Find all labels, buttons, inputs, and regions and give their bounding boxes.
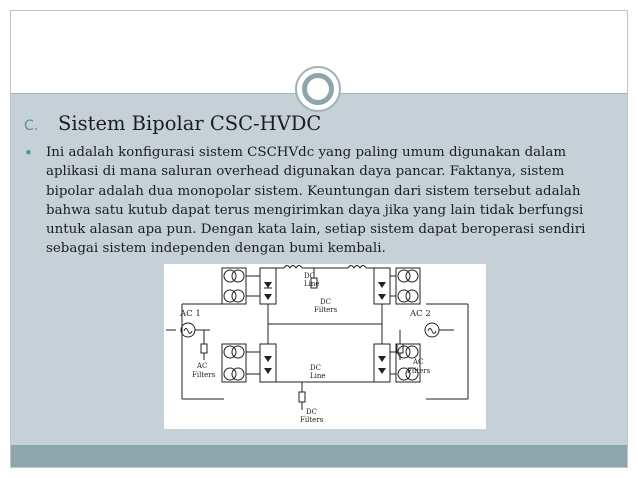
label-dc-line-bottom-1: DC [310, 364, 321, 372]
bullet-text: Ini adalah konfigurasi sistem CSCHVdc yang paling umum digunakan dalam aplikasi di mana saluran overhead digunakan daya pancar. Faktanya, sistem bipolar adalah dua monopolar sistem. Keuntungan dari sistem tersebut adalah bahwa satu kutub dapat terus mengirimkan daya jika yang lain tidak berfungsi untuk alasan apa pun. Dengan kata lain, setiap sistem dapat beroperasi sendiri sebagai sistem independen dengan bumi kembali. [46, 145, 586, 257]
label-ac1: AC 1 [180, 309, 201, 319]
label-dc-line-bottom-2: Line [310, 372, 326, 380]
slide-heading [24, 112, 321, 142]
label-dc-filters-bottom-2: Filters [300, 416, 324, 424]
slide-footer-bar [11, 445, 627, 467]
label-dc-filters-bottom-1: DC [306, 408, 317, 416]
heading-marker: C. [24, 118, 39, 134]
label-dc-filters-top-1: DC [320, 298, 331, 306]
label-dc-line-top-1: DC [304, 272, 315, 280]
bipolar-hvdc-diagram [164, 264, 486, 429]
label-dc-filters-top-2: Filters [314, 306, 338, 314]
label-dc-line-top-2: Line [304, 280, 320, 288]
ring-ornament-icon [295, 66, 341, 112]
label-ac-filters-left-2: Filters [192, 371, 216, 379]
heading-title: Sistem Bipolar CSC-HVDC [58, 112, 322, 135]
label-ac-filters-right-2: Filters [407, 367, 431, 375]
label-ac-filters-left-1: AC [197, 362, 208, 370]
label-ac2: AC 2 [410, 309, 431, 319]
ring-inner [302, 73, 334, 105]
label-ac-filters-right-1: AC [413, 358, 424, 366]
bullet-icon: • [24, 144, 33, 162]
circuit-diagram [164, 264, 486, 429]
